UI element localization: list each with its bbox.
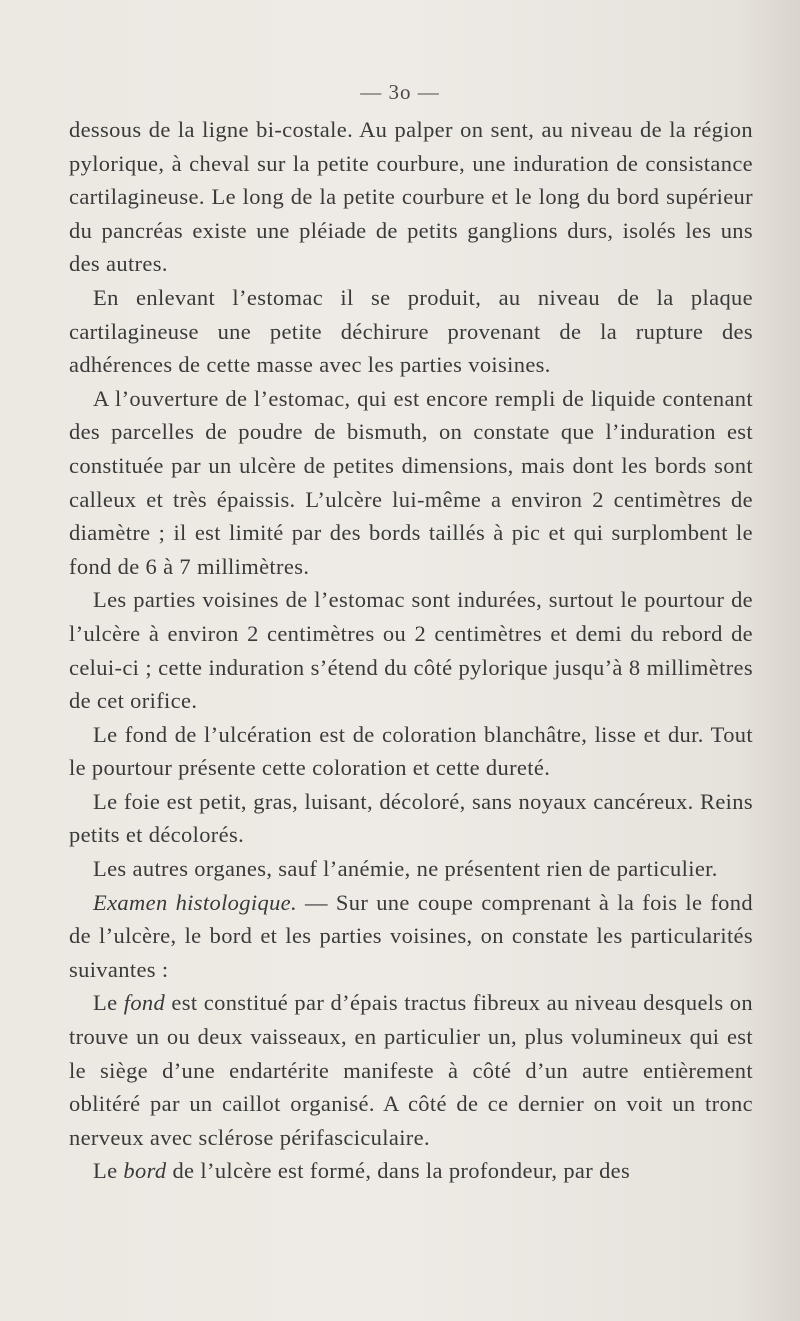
paragraph: A l’ouverture de l’estomac, qui est encore rempli de liquide contenant des parcelles de poudre de bismuth, on constate que l’induration est constituée par un ulcère de petites dimensions, mais dont les bords sont calleux et très épaissis. L’ulcère lui-même a environ 2 centimètres de diamètre ; il est limité par des bords taillés à pic et qui surplombent le fond de 6 à 7 millimètres. (69, 385, 753, 579)
paragraph-lead: Le (93, 990, 124, 1016)
section-heading: Examen histologique. (93, 889, 297, 915)
paragraph-text: de l’ulcère est formé, dans la profondeur, par des (166, 1158, 631, 1184)
paragraph-examen (69, 886, 753, 987)
paragraph: Les autres organes, sauf l’anémie, ne présentent rien de particulier. (93, 856, 718, 882)
paragraph: Les parties voisines de l’estomac sont indurées, surtout le pourtour de l’ulcère à environ 2 centimètres ou 2 centimètres et demi du rebord de celui-ci ; cette induration s’étend du côté pylorique jusqu’à 8 millimètres de cet orifice. (69, 587, 753, 714)
emphasis: fond (123, 990, 166, 1016)
paragraph: En enlevant l’estomac il se produit, au niveau de la plaque cartilagineuse une petite déchirure provenant de la rupture des adhérences de cette masse avec les parties voisines. (69, 284, 753, 378)
paragraph: Le fond de l’ulcération est de coloration blanchâtre, lisse et dur. Tout le pourtour présente cette coloration et cette dureté. (69, 721, 753, 781)
page-number: — 3o — (360, 80, 440, 104)
paragraph: dessous de la ligne bi-costale. Au palper on sent, au niveau de la région pylorique, à cheval sur la petite courbure, une induration de consistance cartilagineuse. Le long de la petite courbure et le long du bord supérieur du pancréas existe une pléiade de petits ganglions durs, isolés les uns des autres. (69, 117, 753, 277)
paragraph-text: — Sur une coupe comprenant à la fois le fond de l’ulcère, le bord et les parties voisines, on constate les particularités suivantes : (69, 889, 753, 982)
paragraph-bord (69, 1154, 753, 1188)
paragraph-text: est constitué par d’épais tractus fibreux au niveau desquels on trouve un ou deux vaisseaux, en particulier un, plus volumineux qui est le siège d’une endartérite manifeste à côté d’un autre entièrement oblitéré par un caillot organisé. A côté de ce dernier on voit un tronc nerveux avec sclérose périfasciculaire. (69, 990, 754, 1150)
paragraph-lead: Le (93, 1158, 124, 1184)
paragraph: Le foie est petit, gras, luisant, décoloré, sans noyaux cancéreux. Reins petits et décolorés. (69, 788, 753, 848)
paragraph-fond (69, 986, 753, 1154)
body-text (69, 113, 753, 1188)
emphasis: bord (123, 1158, 167, 1184)
